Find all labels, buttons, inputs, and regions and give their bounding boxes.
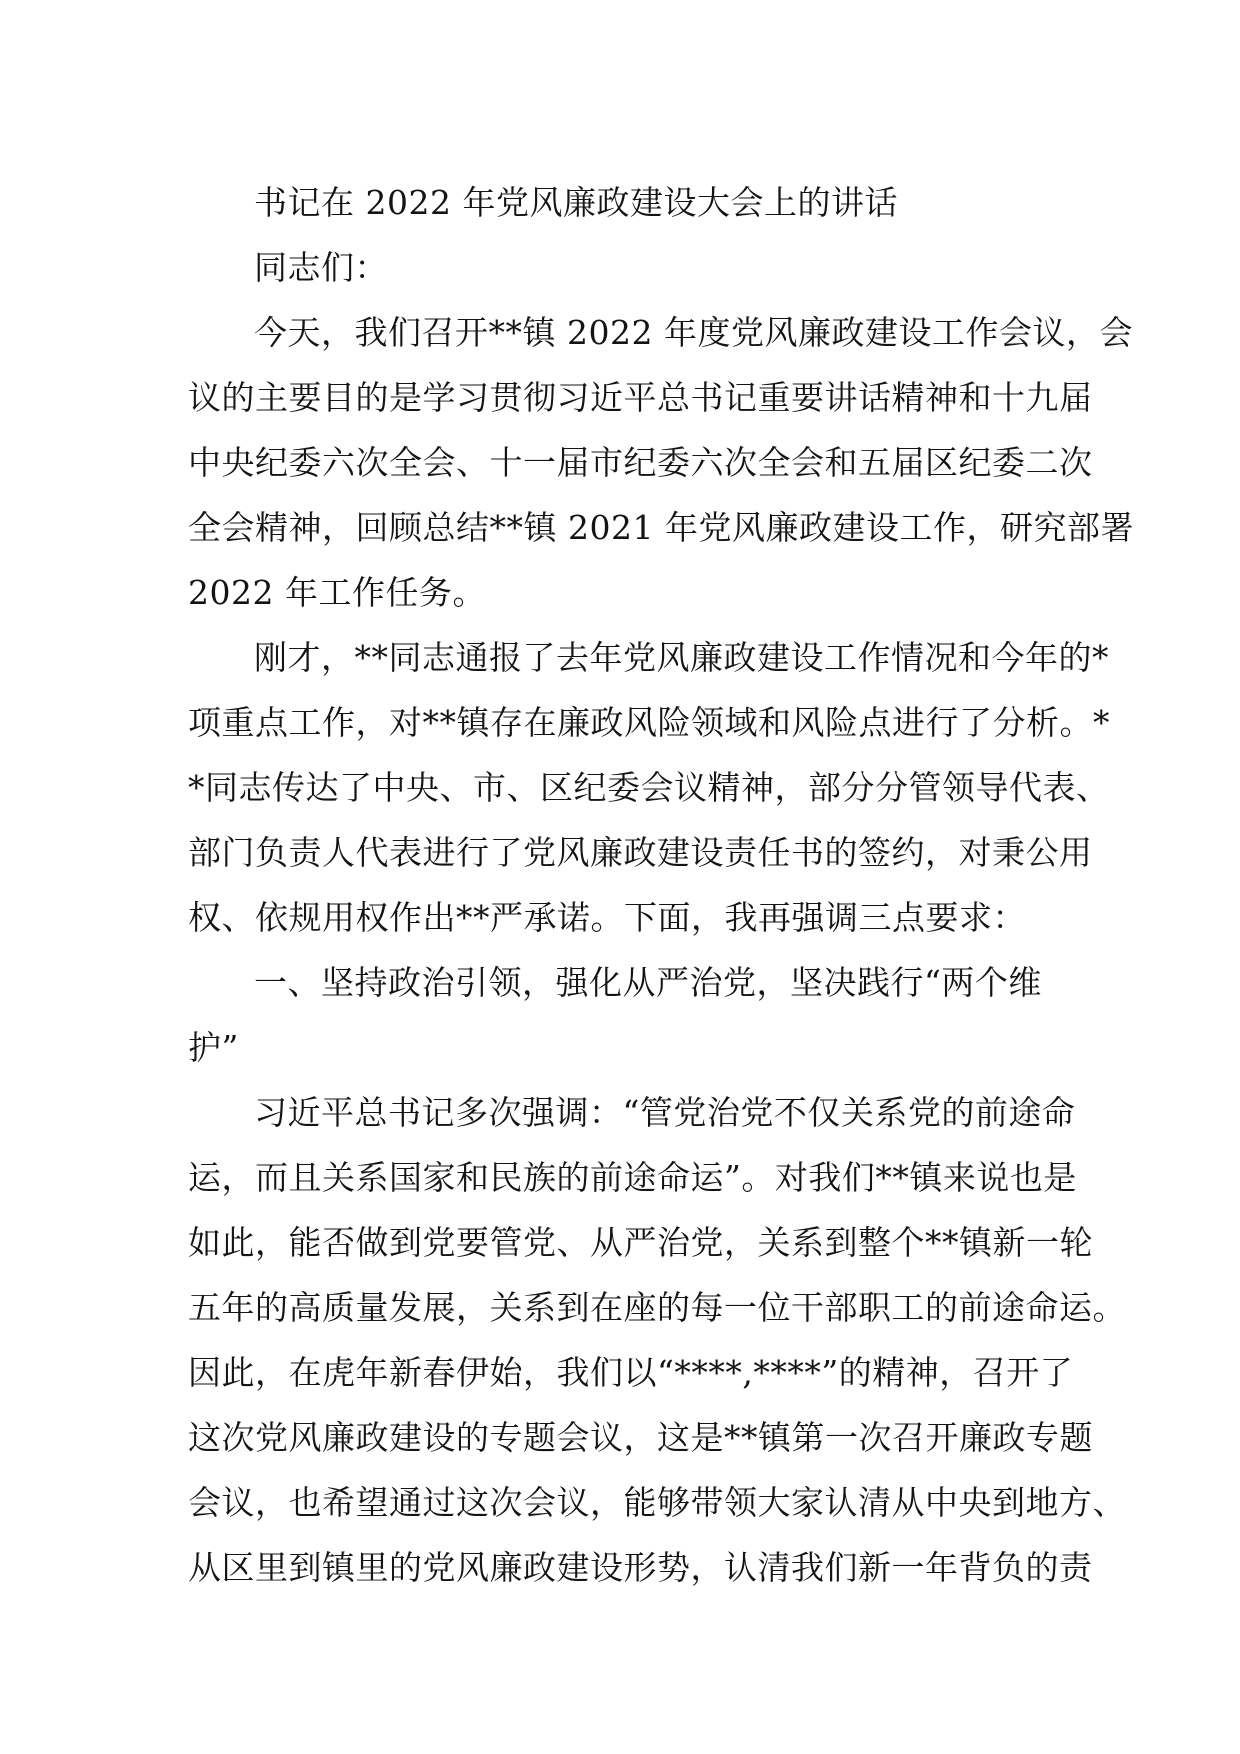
paragraph-line: 项重点工作，对**镇存在廉政风险领域和风险点进行了分析。* — [188, 703, 1110, 742]
paragraph-line: 如此，能否做到党要管党、从严治党，关系到整个**镇新一轮 — [188, 1223, 1093, 1262]
paragraph-line: 全会精神，回顾总结**镇 2021 年党风廉政建设工作，研究部署 — [188, 508, 1134, 547]
paragraph-line: 今天，我们召开**镇 2022 年度党风廉政建设工作会议，会 — [254, 313, 1133, 352]
paragraph-line: *同志传达了中央、市、区纪委会议精神，部分分管领导代表、 — [188, 768, 1110, 807]
speech-title: 书记在 2022 年党风廉政建设大会上的讲话 — [254, 183, 898, 222]
paragraph-line: 从区里到镇里的党风廉政建设形势，认清我们新一年背负的责 — [188, 1548, 1093, 1587]
speech-text — [188, 170, 1134, 1600]
paragraph-line: 刚才，**同志通报了去年党风廉政建设工作情况和今年的* — [254, 638, 1109, 677]
paragraph-line: 议的主要目的是学习贯彻习近平总书记重要讲话精神和十九届 — [188, 378, 1093, 417]
paragraph-line: 权、依规用权作出**严承诺。下面，我再强调三点要求： — [188, 898, 1026, 937]
section-heading-line: 一、坚持政治引领，强化从严治党，坚决践行“两个维 — [254, 963, 1042, 1002]
paragraph-line: 部门负责人代表进行了党风廉政建设责任书的签约，对秉公用 — [188, 833, 1093, 872]
salutation: 同志们： — [254, 248, 388, 287]
paragraph-line: 中央纪委六次全会、十一届市纪委六次全会和五届区纪委二次 — [188, 443, 1093, 482]
paragraph-line: 会议，也希望通过这次会议，能够带领大家认清从中央到地方、 — [188, 1483, 1126, 1522]
paragraph-line: 这次党风廉政建设的专题会议，这是**镇第一次召开廉政专题 — [188, 1418, 1093, 1457]
paragraph-line: 2022 年工作任务。 — [188, 573, 486, 612]
paragraph-line: 运，而且关系国家和民族的前途命运”。对我们**镇来说也是 — [188, 1158, 1077, 1197]
paragraph-line: 因此，在虎年新春伊始，我们以“****,****”的精神，召开了 — [188, 1353, 1074, 1392]
paragraph-line: 五年的高质量发展，关系到在座的每一位干部职工的前途命运。 — [188, 1288, 1126, 1327]
section-heading-line: 护” — [188, 1028, 239, 1067]
paragraph-line: 习近平总书记多次强调：“管党治党不仅关系党的前途命 — [254, 1093, 1076, 1132]
